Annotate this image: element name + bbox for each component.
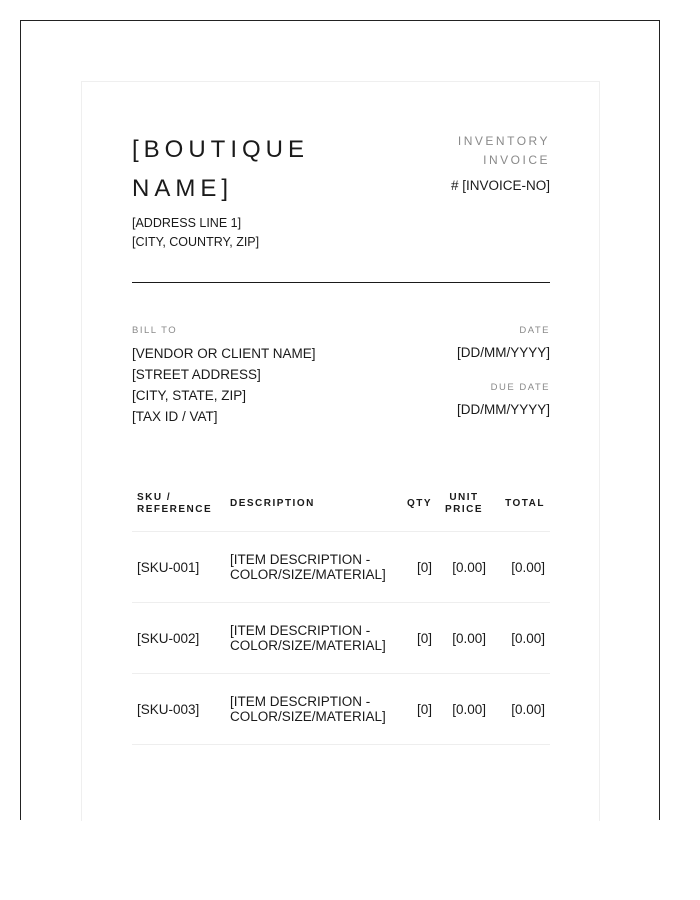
table-header-row: [132, 476, 550, 532]
row-total: [0.00]: [491, 603, 550, 674]
date-label: DATE: [519, 325, 550, 336]
row-qty: [0]: [399, 532, 437, 603]
row-total: [0.00]: [491, 532, 550, 603]
header-sku-line-1: SKU /: [137, 491, 172, 503]
header-unit-price: [437, 476, 491, 532]
row-description-line-1: [ITEM DESCRIPTION -: [230, 694, 371, 709]
bill-to-city: [CITY, STATE, ZIP]: [132, 388, 247, 403]
row-unit-price: [0.00]: [437, 603, 491, 674]
header-divider: [132, 282, 550, 283]
row-description-line-2: COLOR/SIZE/MATERIAL]: [230, 567, 386, 582]
due-date-label: DUE DATE: [490, 382, 550, 393]
header-unit-line-2: PRICE: [444, 503, 484, 515]
bill-to-name: [VENDOR OR CLIENT NAME]: [132, 346, 316, 361]
date-value: [DD/MM/YYYY]: [456, 345, 550, 360]
row-sku: [SKU-003]: [132, 674, 225, 745]
row-sku: [SKU-002]: [132, 603, 225, 674]
header-description: DESCRIPTION: [225, 476, 399, 532]
row-unit-price: [0.00]: [437, 532, 491, 603]
header-qty: QTY: [399, 476, 437, 532]
address-line-2: [CITY, COUNTRY, ZIP]: [132, 235, 260, 249]
table-row: [132, 674, 550, 745]
due-date-value: [DD/MM/YYYY]: [456, 402, 550, 417]
row-description-line-1: [ITEM DESCRIPTION -: [230, 552, 371, 567]
row-qty: [0]: [399, 674, 437, 745]
bill-to-tax-id: [TAX ID / VAT]: [132, 409, 218, 424]
row-description: [225, 532, 399, 603]
row-description-line-2: COLOR/SIZE/MATERIAL]: [230, 709, 386, 724]
document-title-line-1: INVENTORY: [457, 134, 550, 148]
header-unit-line-1: UNIT: [449, 491, 479, 503]
row-total: [0.00]: [491, 674, 550, 745]
header-sku: [132, 476, 225, 532]
bill-to-label: BILL TO: [132, 325, 178, 336]
bill-to-block: [132, 343, 316, 427]
row-qty: [0]: [399, 603, 437, 674]
row-unit-price: [0.00]: [437, 674, 491, 745]
bill-to-street: [STREET ADDRESS]: [132, 367, 261, 382]
row-sku: [SKU-001]: [132, 532, 225, 603]
address-line-1: [ADDRESS LINE 1]: [132, 216, 242, 230]
invoice-number: # [INVOICE-NO]: [450, 178, 550, 193]
document-title-line-2: INVOICE: [483, 153, 550, 167]
business-address: [132, 214, 259, 252]
row-description: [225, 674, 399, 745]
table-row: [132, 532, 550, 603]
document-title: [350, 132, 550, 170]
row-description-line-2: COLOR/SIZE/MATERIAL]: [230, 638, 386, 653]
header-sku-line-2: REFERENCE: [137, 503, 213, 515]
items-table: [132, 476, 550, 745]
row-description: [225, 603, 399, 674]
table-row: [132, 603, 550, 674]
row-description-line-1: [ITEM DESCRIPTION -: [230, 623, 371, 638]
header-total: TOTAL: [491, 476, 550, 532]
business-name: [BOUTIQUE NAME]: [132, 136, 310, 202]
